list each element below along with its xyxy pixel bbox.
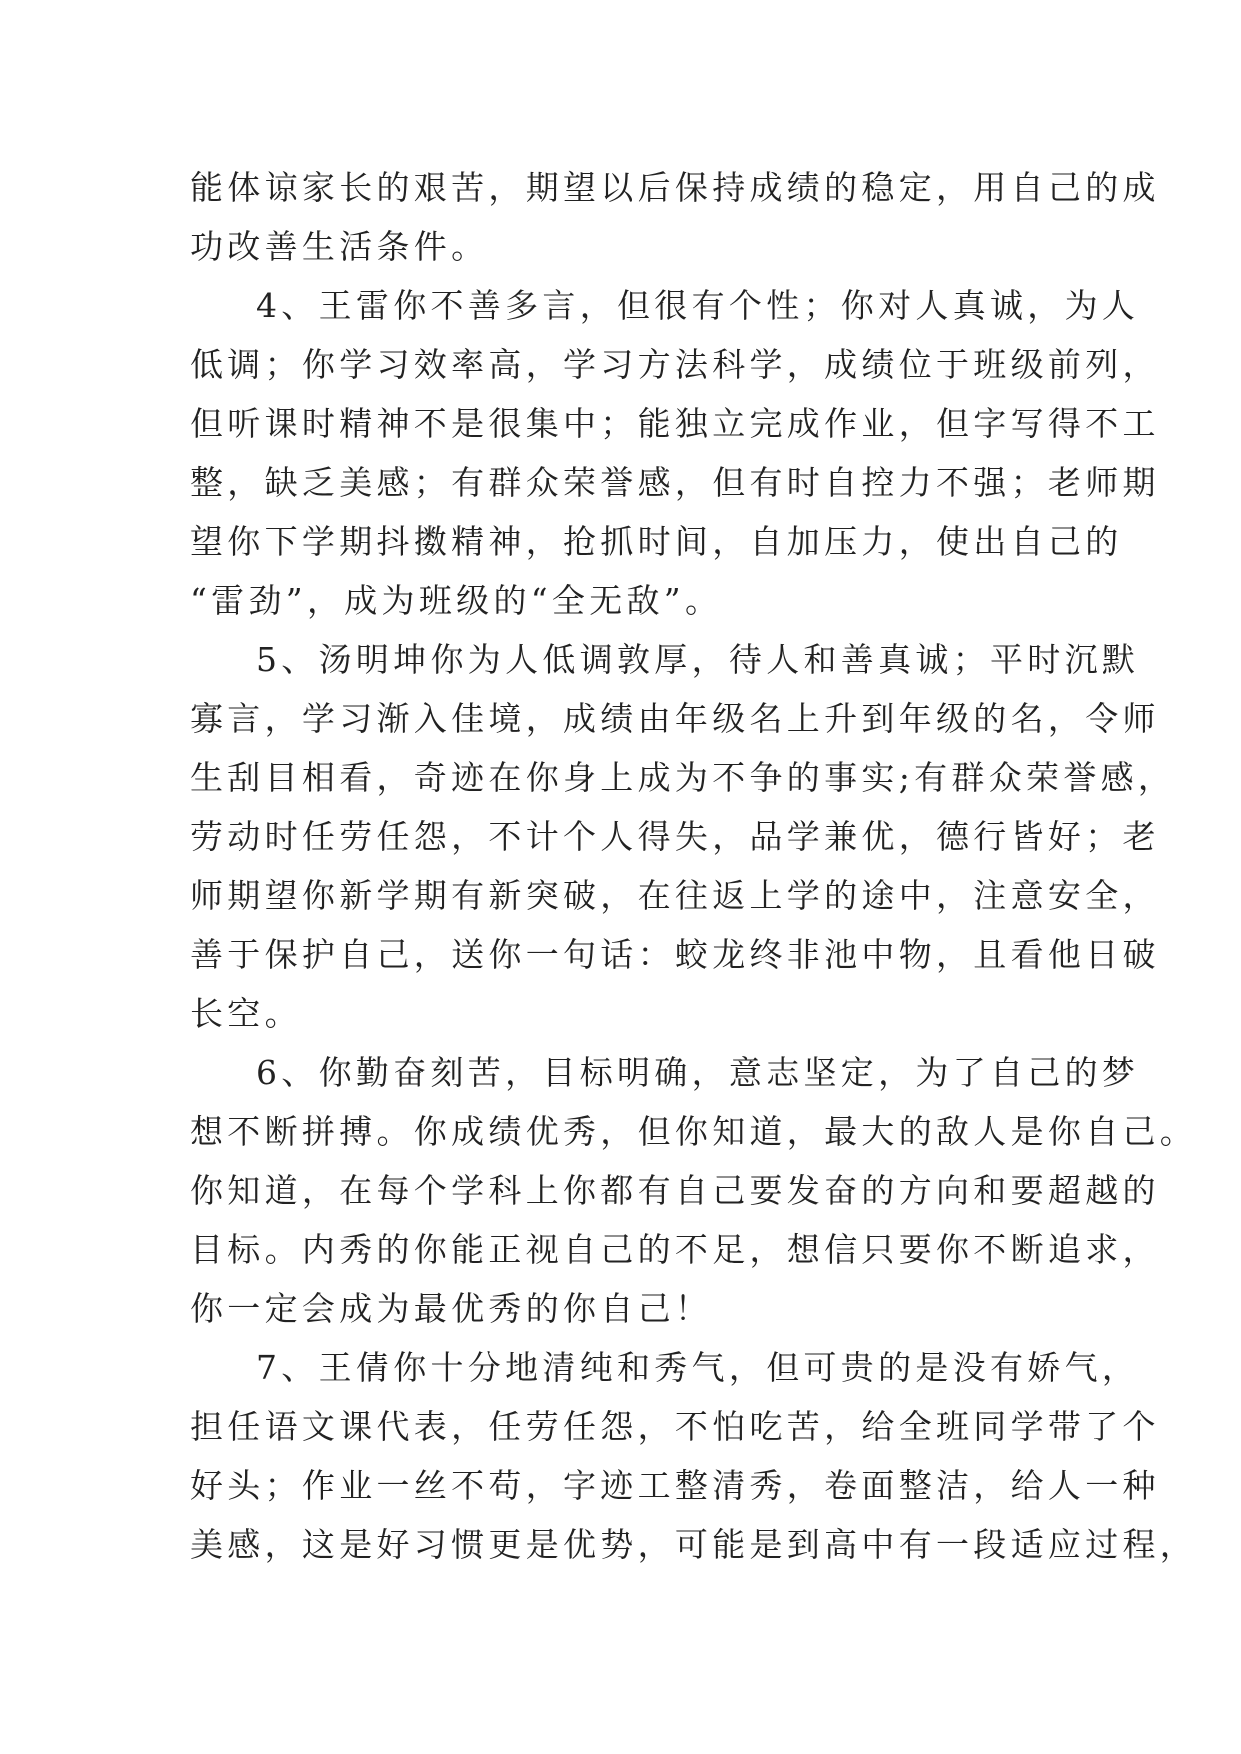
text-line: 低调；你学习效率高，学习方法科学，成绩位于班级前列， (190, 345, 1160, 384)
text-line: 整，缺乏美感；有群众荣誉感，但有时自控力不强；老师期 (190, 463, 1160, 502)
text-line: 师期望你新学期有新突破，在往返上学的途中，注意安全， (190, 876, 1160, 915)
text-line: 善于保护自己，送你一句话：蛟龙终非池中物，且看他日破 (190, 935, 1160, 974)
text-line: 望你下学期抖擞精神，抢抓时间，自加压力，使出自己的 (190, 522, 1123, 561)
text-line: 长空。 (190, 994, 302, 1033)
text-line: 功改善生活条件。 (190, 227, 489, 266)
text-line: 5、汤明坤你为人低调敦厚，待人和善真诚；平时沉默 (256, 640, 1140, 679)
text-line: 生刮目相看，奇迹在你身上成为不争的事实;有群众荣誉感， (190, 758, 1176, 797)
text-line: 美感，这是好习惯更是优势，可能是到高中有一段适应过程， (190, 1525, 1198, 1564)
text-line: 寡言，学习渐入佳境，成绩由年级名上升到年级的名，令师 (190, 699, 1160, 738)
text-line: 担任语文课代表，任劳任怨，不怕吃苦，给全班同学带了个 (190, 1407, 1160, 1446)
paragraph-item-4 (190, 276, 1160, 630)
paragraph-item-6 (190, 1043, 1198, 1338)
document-body (190, 158, 1198, 1574)
text-line: 6、你勤奋刻苦，目标明确，意志坚定，为了自己的梦 (256, 1053, 1140, 1092)
text-line: 4、王雷你不善多言，但很有个性；你对人真诚，为人 (256, 286, 1140, 325)
text-line: 你一定会成为最优秀的你自己！ (190, 1289, 713, 1328)
text-line: 好头；作业一丝不苟，字迹工整清秀，卷面整洁，给人一种 (190, 1466, 1160, 1505)
text-line: 但听课时精神不是很集中；能独立完成作业，但字写得不工 (190, 404, 1160, 443)
text-line: 目标。内秀的你能正视自己的不足，想信只要你不断追求， (190, 1230, 1160, 1269)
paragraph-item-7 (190, 1338, 1198, 1574)
text-line: 劳动时任劳任怨，不计个人得失，品学兼优，德行皆好；老 (190, 817, 1160, 856)
text-line: “雷劲”，成为班级的“全无敌”。 (190, 581, 723, 620)
paragraph-item-5 (190, 630, 1176, 1043)
text-line: 你知道，在每个学科上你都有自己要发奋的方向和要超越的 (190, 1171, 1160, 1210)
text-line: 7、王倩你十分地清纯和秀气，但可贵的是没有娇气， (256, 1348, 1140, 1387)
text-line: 想不断拼搏。你成绩优秀，但你知道，最大的敌人是你自己。 (190, 1112, 1198, 1151)
text-line: 能体谅家长的艰苦，期望以后保持成绩的稳定，用自己的成 (190, 168, 1160, 207)
paragraph-continuation (190, 158, 1160, 276)
